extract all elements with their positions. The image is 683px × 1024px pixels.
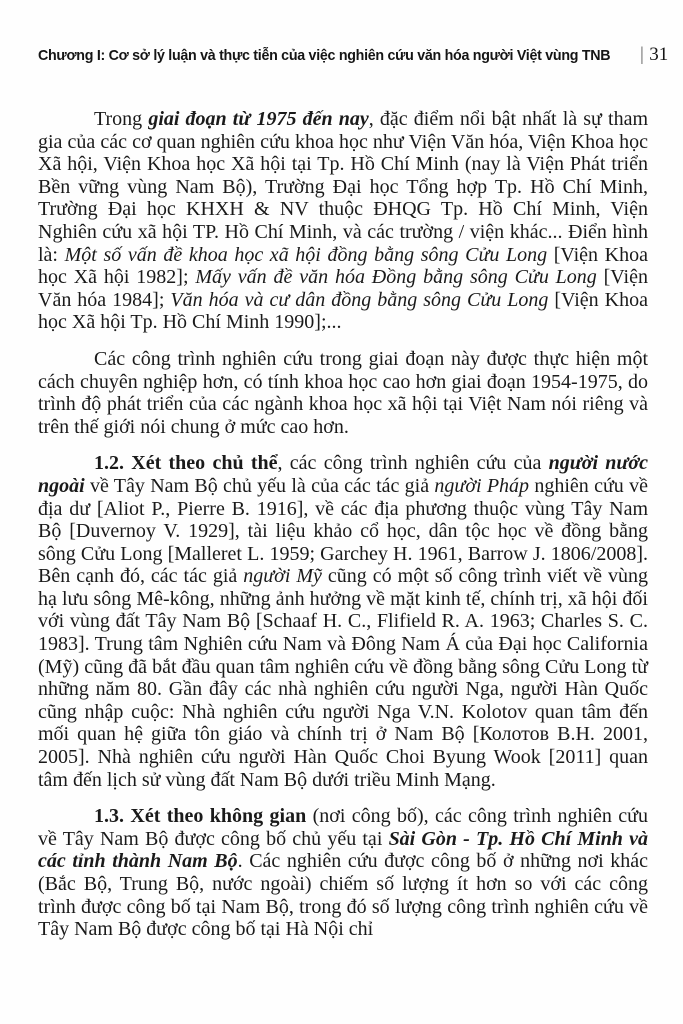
- text-run-italic: người Pháp: [434, 474, 530, 497]
- text-run-normal: về Tây Nam Bộ chủ yếu là của các tác giả: [84, 474, 435, 497]
- text-run-normal: Các công trình nghiên cứu trong giai đoạn này được thực hiện một cách chuyên nghiệp hơn, có tính khoa học cao hơn giai đoạn 1954-1975, do trình độ phát triển của các ngành khoa học xã hội tại Việt Nam nói riêng và trên thế giới nói chung ở mức cao hơn.: [38, 347, 648, 438]
- paragraph-2: [38, 348, 648, 438]
- text-run-normal: [Viện Văn hóa 1984];: [38, 266, 648, 311]
- text-run-bold: 1.2. Xét theo chủ thể: [94, 452, 278, 475]
- text-run-normal: [Viện Khoa học Xã hội Tp. Hồ Chí Minh 1990];...: [38, 288, 648, 334]
- text-run-normal: Trong: [94, 108, 149, 130]
- text-run-normal: cũng có một số công trình viết về vùng hạ lưu sông Mê-kông, những ảnh hưởng về mặt kinh tế, chính trị, xã hội đối với vùng đất Tây Nam Bộ [Schaaf H. C., Flifield R. A. 1963; Charles S. C. 1983]. Trung tâm Nghiên cứu Nam và Đông Nam Á của Đại học California (Mỹ) cũng đã bắt đầu quan tâm nghiên cứu về đồng bằng sông Cửu Long từ những năm 80. Gần đây các nhà nghiên cứu người Nga, người Hàn Quốc cũng nhập cuộc: Nhà nghiên cứu người Nga V.N. Kolotov quan tâm đến mối quan hệ giữa tôn giáo và chính trị ở Nam Bộ [Колотов В.Н. 2001, 2005]. Nhà nghiên cứu người Hàn Quốc Choi Byung Wook [2011] quan tâm đến lịch sử vùng đất Nam Bộ dưới triều Minh Mạng.: [38, 565, 648, 791]
- text-run-bolditalic: người nước ngoài: [38, 452, 648, 497]
- page-body: [38, 108, 648, 941]
- text-run-normal: , đặc điểm nổi bật nhất là sự tham gia của các cơ quan nghiên cứu khoa học như Viện Văn hóa, Viện Khoa học Xã hội, Viện Khoa học Xã hội tại Tp. Hồ Chí Minh (nay là Viện Phát triển Bền vững vùng Nam Bộ), Trường Đại học Tổng hợp Tp. Hồ Chí Minh, Trường Đại học KHXH & NV thuộc ĐHQG Tp. Hồ Chí Minh, Viện Nghiên cứu xã hội TP. Hồ Chí Minh, và các trường / viện khác... Điển hình là:: [38, 108, 649, 266]
- text-run-italic: Một số vấn đề khoa học xã hội đồng bằng sông Cửu Long: [64, 243, 548, 266]
- text-run-normal: [Viện Khoa học Xã hội 1982];: [38, 243, 648, 289]
- text-run-bolditalic: Sài Gòn - Tp. Hồ Chí Minh và các tỉnh thành Nam Bộ: [38, 827, 648, 873]
- text-run-italic: người Mỹ: [243, 565, 322, 588]
- running-header: [38, 44, 669, 66]
- text-run-italic: Văn hóa và cư dân đồng bằng sông Cửu Long: [170, 288, 549, 311]
- text-run-normal: nghiên cứu về địa dư [Aliot P., Pierre B. 1916], về các địa phương thuộc vùng Tây Nam Bộ [Duvernoy V. 1929], tài liệu khảo cổ học, dân tộc học về đồng bằng sông Cửu Long [Malleret L. 1959; Garchey H. 1961, Barrow J. 1806/2008]. Bên cạnh đó, các tác giả: [38, 474, 648, 588]
- text-run-normal: (nơi công bố), các công trình nghiên cứu về Tây Nam Bộ được công bố chủ yếu tại: [38, 805, 648, 850]
- page-number-divider: |: [640, 44, 644, 65]
- text-run-normal: , các công trình nghiên cứu của: [277, 452, 549, 475]
- page-number-value: 31: [649, 44, 669, 65]
- running-header-title: Chương I: Cơ sở lý luận và thực tiễn của việc nghiên cứu văn hóa người Việt vùng TNB: [38, 47, 611, 64]
- paragraph-1: [38, 108, 648, 334]
- text-run-bolditalic: giai đoạn từ 1975 đến nay: [148, 108, 369, 130]
- text-run-bold: 1.3. Xét theo không gian: [94, 805, 307, 828]
- text-run-italic: Mấy vấn đề văn hóa Đồng bằng sông Cửu Long: [195, 266, 597, 289]
- paragraph-3: [38, 452, 648, 791]
- text-run-normal: . Các nghiên cứu được công bố ở những nơi khác (Bắc Bộ, Trung Bộ, nước ngoài) chiếm số lượng ít hơn so với các công trình được công bố tại Nam Bộ, trong đó số lượng công trình nghiên cứu về Tây Nam Bộ được công bố tại Hà Nội chỉ: [38, 850, 648, 941]
- paragraph-4: [38, 805, 648, 941]
- page-number: [640, 44, 676, 66]
